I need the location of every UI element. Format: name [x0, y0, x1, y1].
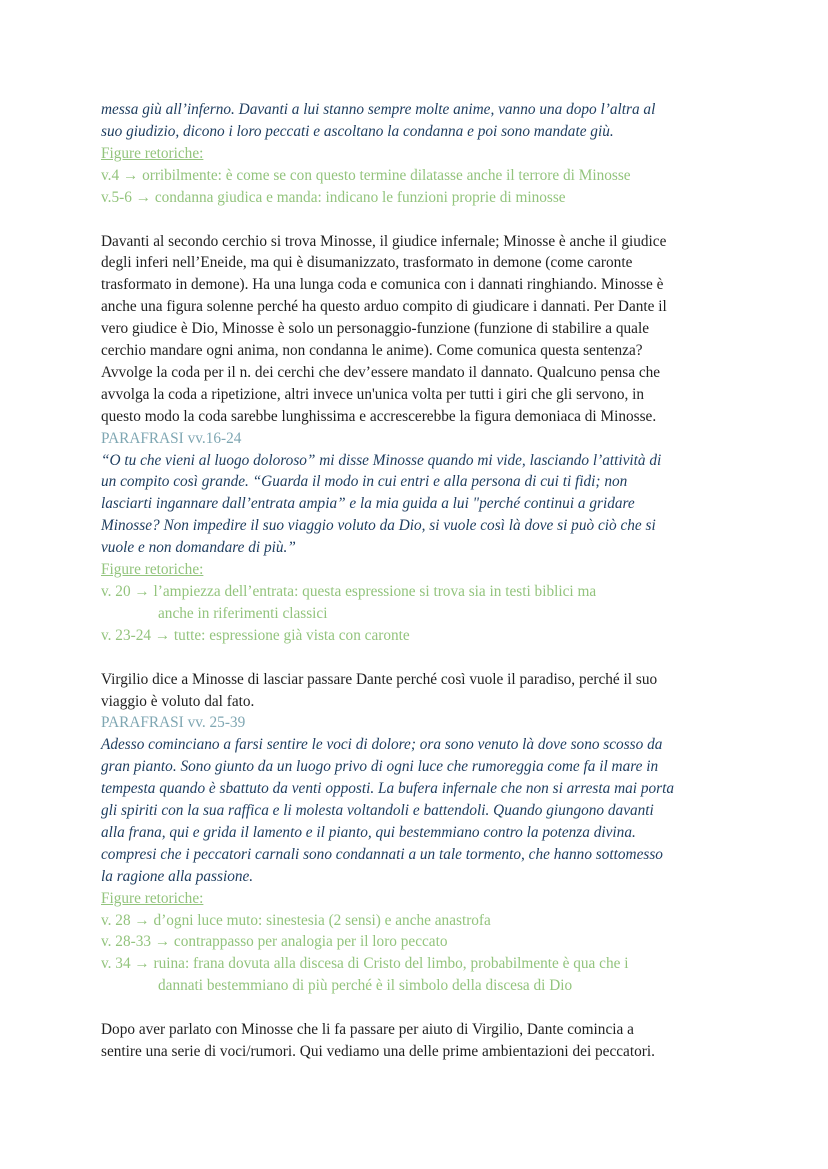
text-line: vero giudice è Dio, Minosse è solo un personaggio-funzione (funzione di stabilire a quale [101, 320, 649, 338]
text-line: Figure retoriche: [101, 561, 204, 578]
text-line: compresi che i peccatori carnali sono condannati a un tale tormento, che hanno sottomesso [101, 845, 663, 863]
text-line: degli inferi nell’Eneide, ma qui è disumanizzato, trasformato in demone (come caronte [101, 254, 633, 272]
text-line: PARAFRASI vv. 25-39 [101, 714, 246, 732]
text-line: gli spiriti con la sua raffica e li molesta voltandoli e battendoli. Quando giungono davanti [101, 802, 654, 819]
text-line: v. 20 → l’ampiezza dell’entrata: questa espressione si trova sia in testi biblici ma [101, 582, 597, 600]
text-line: Figure retoriche: [101, 889, 204, 907]
text-line: viaggio è voluto dal fato. [101, 692, 255, 710]
text-line: v. 28-33 → contrappasso per analogia per il loro peccato [101, 933, 448, 951]
text-line: v. 23-24 → tutte: espressione già vista con caronte [101, 626, 410, 644]
text-line: lasciarti ingannare dall’entrata ampia” e la mia guida a lui "perché continui a gridare [101, 495, 635, 513]
text-line: un compito così grande. “Guarda il modo in cui entri e alla persona di cui ti fidi; non [101, 473, 628, 491]
text-line: v.4 → orribilmente: è come se con questo termine dilatasse anche il terrore di Minosse [101, 166, 631, 184]
text-line: anche una figura solenne perché ha questo arduo compito di giudicare i dannati. Per Dante il [101, 298, 667, 316]
text-line: cerchio mandare ogni anima, non condanna le anime). Come comunica questa sentenza? [101, 342, 643, 359]
text-line: suo giudizio, dicono i loro peccati e ascoltano la condanna e poi sono mandate giù. [101, 122, 614, 140]
text-line: “O tu che vieni al luogo doloroso” mi disse Minosse quando mi vide, lasciando l’attività di [101, 451, 662, 469]
text-line: trasformato in demone). Ha una lunga coda e comunica con i dannati ringhiando. Minosse è [101, 276, 664, 294]
text-line: Figure retoriche: [101, 144, 204, 162]
text-line: la ragione alla passione. [101, 867, 254, 885]
text-line: Davanti al secondo cerchio si trova Minosse, il giudice infernale; Minosse è anche il giudice [101, 232, 667, 250]
text-line: alla frana, qui e grida il lamento e il pianto, qui bestemmiano contro la potenza divina. [101, 823, 636, 841]
text-line: Dopo aver parlato con Minosse che li fa passare per aiuto di Virgilio, Dante comincia a [101, 1021, 634, 1039]
text-line: dannati bestemmiano di più perché è il simbolo della discesa di Dio [158, 977, 573, 995]
text-line: v. 34 → ruina: frana dovuta alla discesa di Cristo del limbo, probabilmente è qua che i [101, 955, 629, 973]
text-line: Minosse? Non impedire il suo viaggio voluto da Dio, si vuole così là dove si può ciò che si [101, 517, 656, 535]
text-line: Virgilio dice a Minosse di lasciar passare Dante perché così vuole il paradiso, perché il suo [101, 670, 658, 688]
text-line: Avvolge la coda per il n. dei cerchi che dev’essere mandato il dannato. Qualcuno pensa che [101, 363, 661, 381]
text-line: anche in riferimenti classici [158, 604, 328, 622]
text-line: v.5-6 → condanna giudica e manda: indicano le funzioni proprie di minosse [101, 188, 566, 206]
text-line: PARAFRASI vv.16-24 [101, 429, 242, 447]
text-line: avvolga la coda a ripetizione, altri invece un'unica volta per tutti i giri che gli servono, in [101, 385, 645, 403]
text-line: tempesta quando è sbattuto da venti opposti. La bufera infernale che non si arresta mai porta [101, 780, 675, 798]
text-line: v. 28 → d’ogni luce muto: sinestesia (2 sensi) e anche anastrofa [101, 911, 491, 929]
text-line: messa giù all’inferno. Davanti a lui stanno sempre molte anime, vanno una dopo l’altra al [101, 101, 656, 118]
text-line: questo modo la coda sarebbe lunghissima e accrescerebbe la figura demoniaca di Minosse. [101, 407, 657, 425]
text-line: Adesso cominciano a farsi sentire le voci di dolore; ora sono venuto là dove sono scosso da [101, 736, 663, 754]
text-line: sentire una serie di voci/rumori. Qui vediamo una delle prime ambientazioni dei peccatori. [101, 1043, 655, 1060]
text-line: vuole e non domandare di più.” [101, 539, 296, 557]
text-line: gran pianto. Sono giunto da un luogo privo di ogni luce che rumoreggia come fa il mare in [101, 758, 659, 776]
